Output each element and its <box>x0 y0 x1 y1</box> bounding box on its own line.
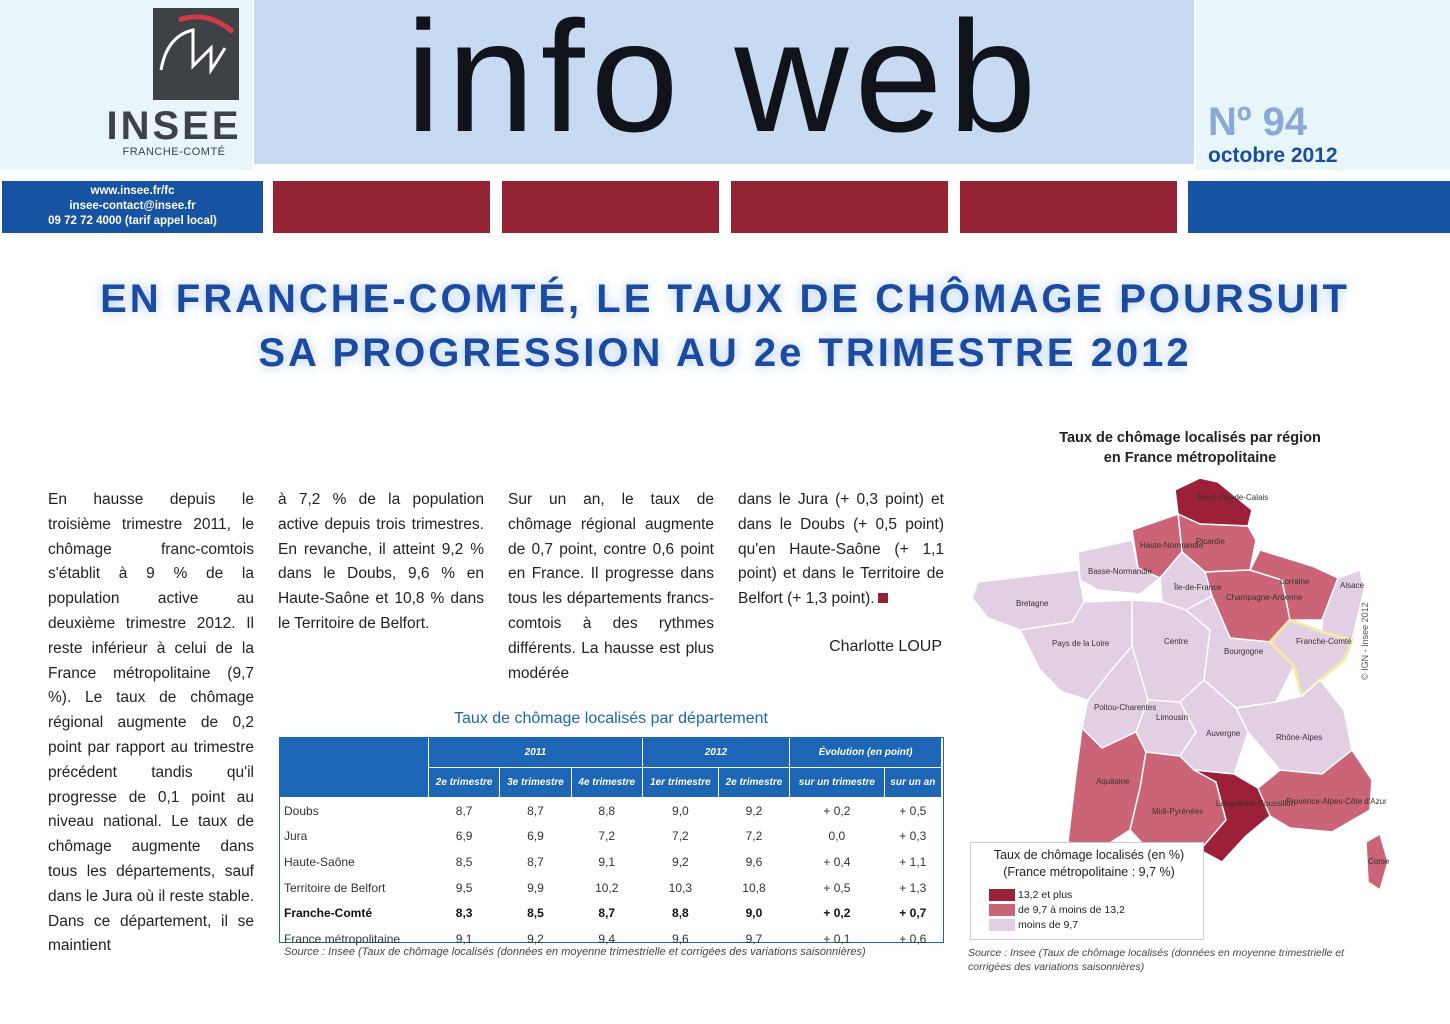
article-column: En hausse depuis le troisième trimestre 2011, le chômage franc-comtois s'établit à 9 % de la population active au deuxième trimestre 2012. Il reste inférieur à celui de la France métropolitaine (9,7 %). Le taux de chômage régional augmente de 0,2 point par rapport au trimestre précédent tandis qu'il progresse de 0,1 point au niveau national. Le taux de chômage augmente dans tous les départements, sauf dans le Jura où il reste stable. Dans ce département, il se maintient <box>48 491 254 955</box>
region-label: Rhône-Alpes <box>1276 733 1323 742</box>
table-title: Taux de chômage localisés par département <box>454 710 768 727</box>
headline <box>60 272 1390 380</box>
table-cell: 10,2 <box>595 880 619 895</box>
email-link[interactable]: insee-contact@insee.fr <box>69 200 196 212</box>
region-label: Pays de la Loire <box>1052 639 1110 648</box>
region-label: Picardie <box>1196 537 1225 546</box>
region-label: Lorraine <box>1280 577 1310 586</box>
map-title <box>1010 428 1370 468</box>
table-cell: 8,8 <box>672 906 689 921</box>
unemployment-table <box>280 738 942 952</box>
table-cell: + 0,5 <box>823 880 851 895</box>
legend-label: 13,2 et plus <box>1018 889 1073 901</box>
table-cell: 8,3 <box>455 906 473 921</box>
legend-swatch <box>989 919 1015 931</box>
column-header: sur un trimestre <box>790 768 885 798</box>
region-label: Corse <box>1368 857 1390 866</box>
table-row <box>280 798 942 824</box>
column-header: 1er trimestre <box>642 768 718 798</box>
legend-item <box>989 919 1078 931</box>
decorative-bar <box>731 181 948 233</box>
table-source: Source : Insee (Taux de chômage localisés (données en moyenne trimestrielle et corrigées des variations saisonnières) <box>284 946 866 958</box>
region-label: Bourgogne <box>1224 647 1264 656</box>
map-copyright: © IGN - Insee 2012 <box>1360 602 1370 680</box>
insee-logo-icon <box>153 8 239 100</box>
table-cell: + 0,2 <box>823 803 851 818</box>
region-label: Midi-Pyrénées <box>1152 807 1204 816</box>
table-cell: + 0,5 <box>899 803 927 818</box>
table-cell: + 1,1 <box>899 854 927 869</box>
headline-line: EN FRANCHE-COMTÉ, LE TAUX DE CHÔMAGE POURSUIT <box>100 277 1350 321</box>
decorative-bar <box>960 181 1177 233</box>
legend-title-line: (France métropolitaine : 9,7 %) <box>1003 865 1175 879</box>
row-label: Territoire de Belfort <box>284 880 386 895</box>
table-cell: + 0,7 <box>899 906 927 921</box>
table-cell: 9,1 <box>598 854 616 869</box>
article-column: à 7,2 % de la population active depuis trois trimestres. En revanche, il atteint 9,2 % dans le Doubs, 9,6 % en Haute-Saône et 10,8 % dans le Territoire de Belfort. <box>278 491 484 632</box>
legend-title-line: Taux de chômage localisés (en %) <box>993 848 1185 862</box>
legend-item <box>989 904 1125 916</box>
region-label: Languedoc-Roussillon <box>1216 799 1296 808</box>
table-cell: 9,2 <box>527 931 544 946</box>
contact-block <box>2 181 263 233</box>
region-label: Bretagne <box>1016 599 1049 608</box>
map-title-line: en France métropolitaine <box>1103 450 1277 466</box>
column-group-header: 2011 <box>429 738 643 768</box>
decorative-bar <box>273 181 490 233</box>
legend-swatch <box>989 904 1015 916</box>
row-label: Doubs <box>284 803 319 818</box>
column-group-header: 2012 <box>642 738 789 768</box>
logo-name: INSEE <box>106 104 242 148</box>
table-cell: 9,5 <box>455 880 473 895</box>
decorative-bar <box>502 181 719 233</box>
table-cell: 8,7 <box>527 854 544 869</box>
decorative-bar <box>1188 181 1450 233</box>
column-header: sur un an <box>884 768 941 798</box>
region-label: Aquitaine <box>1096 777 1130 786</box>
table-cell: 7,2 <box>598 829 616 844</box>
end-mark-icon <box>878 593 888 603</box>
table-cell: + 1,3 <box>899 880 927 895</box>
table-cell: 0,0 <box>828 829 846 844</box>
column-header: 4e trimestre <box>571 768 642 798</box>
row-label: Jura <box>284 829 308 844</box>
column-header: 2e trimestre <box>429 768 500 798</box>
headline-line: SA PROGRESSION AU 2e TRIMESTRE 2012 <box>258 331 1192 375</box>
table-cell: + 0,3 <box>899 829 927 844</box>
table-row <box>280 875 942 901</box>
column-header: 2e trimestre <box>718 768 789 798</box>
legend-swatch <box>989 889 1015 901</box>
publication-title: info web <box>405 0 1043 165</box>
table-cell: 9,4 <box>598 931 616 946</box>
region-label: Limousin <box>1156 713 1189 722</box>
map-title-line: Taux de chômage localisés par région <box>1059 430 1321 446</box>
table-cell: 8,7 <box>455 803 473 818</box>
table-cell: 8,5 <box>455 854 473 869</box>
table-cell: 10,8 <box>742 880 766 895</box>
table-cell: 7,2 <box>745 829 763 844</box>
region-label: Alsace <box>1340 581 1365 590</box>
row-label: Franche-Comté <box>284 906 373 921</box>
legend-item <box>989 889 1072 901</box>
table-corner <box>280 738 429 798</box>
issue-number: Nº 94 <box>1208 100 1308 144</box>
table-cell: 8,5 <box>527 906 544 921</box>
phone-number: 09 72 72 4000 (tarif appel local) <box>48 215 217 227</box>
row-label: Haute-Saône <box>284 854 355 869</box>
issue-date: octobre 2012 <box>1208 144 1338 167</box>
map-legend <box>970 842 1204 940</box>
table-cell: 9,0 <box>745 906 763 921</box>
table-cell: 6,9 <box>527 829 544 844</box>
table-cell: + 0,4 <box>823 854 851 869</box>
article-column <box>738 488 944 612</box>
region-label: Haute-Normandie <box>1140 541 1204 550</box>
table-cell: 8,7 <box>598 906 616 921</box>
table-cell: 8,7 <box>527 803 544 818</box>
table-cell: + 0,1 <box>823 931 851 946</box>
region-label: Poitou-Charentes <box>1094 703 1157 712</box>
table-row <box>280 900 942 926</box>
table-cell: 9,1 <box>455 931 473 946</box>
website-link[interactable]: www.insee.fr/fc <box>90 185 175 197</box>
table-cell: 9,2 <box>745 803 763 818</box>
table-cell: 9,9 <box>527 880 544 895</box>
table-cell: 9,6 <box>745 854 763 869</box>
table-row <box>280 824 942 850</box>
logo-region: FRANCHE-COMTÉ <box>122 146 226 158</box>
author: Charlotte LOUP <box>829 638 942 655</box>
table-cell: 9,2 <box>672 854 689 869</box>
table-cell: 9,7 <box>745 931 763 946</box>
region-label: Centre <box>1164 637 1189 646</box>
table-cell: 10,3 <box>668 880 693 895</box>
region-label: Champagne-Ardenne <box>1226 593 1303 602</box>
article-text: dans le Jura (+ 0,3 point) et dans le Doubs (+ 0,5 point) qu'en Haute-Saône (+ 1,1 point) et dans le Territoire de Belfort (+ 1,3 point). <box>738 491 944 608</box>
region-label: Franche-Comté <box>1296 637 1352 646</box>
table-cell: + 0,6 <box>899 931 927 946</box>
region-label: Île-de-France <box>1174 583 1222 592</box>
legend-label: de 9,7 à moins de 13,2 <box>1018 904 1125 916</box>
region-label: Provence-Alpes-Côte d'Azur <box>1286 797 1387 806</box>
legend-label: moins de 9,7 <box>1018 919 1079 931</box>
table-cell: 8,8 <box>598 803 616 818</box>
table-cell: 6,9 <box>455 829 473 844</box>
region-label: Basse-Normandie <box>1088 567 1153 576</box>
article-column: Sur un an, le taux de chômage régional augmente de 0,7 point, contre 0,6 point en France. Il progresse dans tous les départements francs-comtois à des rythmes différents. La hausse est plus modérée <box>508 491 714 682</box>
column-group-header: Évolution (en point) <box>790 738 942 768</box>
table-cell: 9,6 <box>672 931 689 946</box>
table-cell: + 0,2 <box>823 906 851 921</box>
table-cell: 7,2 <box>672 829 689 844</box>
table-cell: 9,0 <box>672 803 689 818</box>
legend-title <box>977 847 1201 881</box>
region-label: Nord-Pas-de-Calais <box>1198 493 1269 502</box>
column-header: 3e trimestre <box>500 768 571 798</box>
region-label: Auvergne <box>1206 729 1241 738</box>
row-label: France métropolitaine <box>284 931 401 946</box>
map-source: Source : Insee (Taux de chômage localisés (données en moyenne trimestrielle et corrigées des variations saisonnières) <box>968 947 1345 973</box>
table-row <box>280 849 942 875</box>
